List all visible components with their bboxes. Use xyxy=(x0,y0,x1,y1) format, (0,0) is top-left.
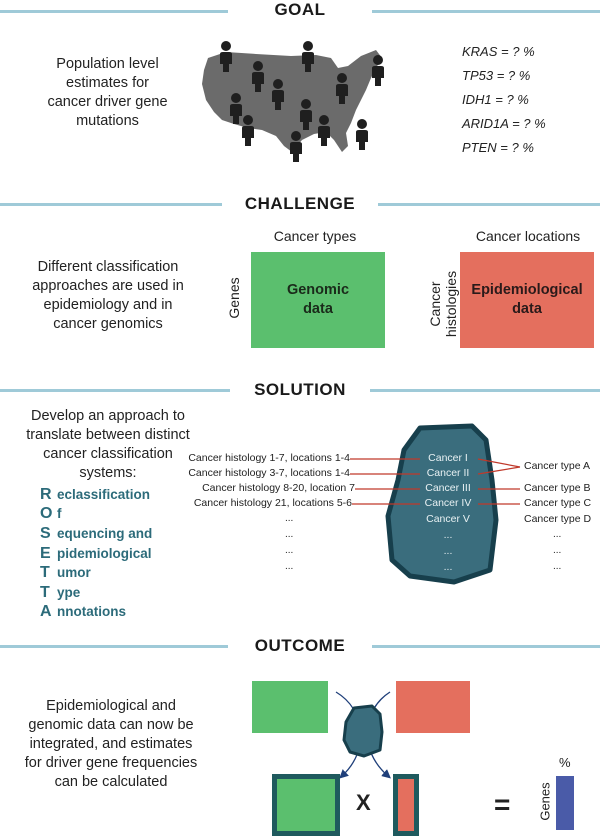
person-body-icon xyxy=(290,142,302,162)
gene-value: = ? % xyxy=(491,92,529,107)
gene-row xyxy=(462,116,582,131)
cancer-type-item: Cancer type B xyxy=(524,482,591,494)
challenge-line: approaches are used in xyxy=(32,278,184,294)
histology-item: Cancer histology 8-20, location 7 xyxy=(202,482,355,494)
person-body-icon xyxy=(242,126,254,146)
acronym-row xyxy=(40,564,91,582)
genes-axis-label: Genes xyxy=(226,277,242,319)
cancer-item: Cancer V xyxy=(426,513,470,525)
person-head-icon xyxy=(337,73,347,83)
gene-name: ARID1A xyxy=(462,116,509,131)
acronym-letter: T xyxy=(40,584,50,601)
challenge-line: Different classification xyxy=(37,259,179,275)
histology-item: Cancer histology 3-7, locations 1-4 xyxy=(188,467,350,479)
goal-heading: GOAL xyxy=(274,0,326,19)
acronym-letter: R xyxy=(40,486,52,503)
goal-line: cancer driver gene xyxy=(47,94,168,110)
histology-item: Cancer histology 1-7, locations 1-4 xyxy=(188,452,350,464)
solution-line: systems: xyxy=(79,465,137,481)
acronym-word: eclassification xyxy=(57,487,151,502)
acronym-letter: S xyxy=(40,525,51,542)
gene-row xyxy=(462,44,582,59)
outcome-description xyxy=(8,697,214,792)
gene-value: = ? % xyxy=(497,44,535,59)
acronym-row xyxy=(40,545,152,563)
acronym-letter: T xyxy=(40,564,50,581)
outcome-line: integrated, and estimates xyxy=(29,736,193,752)
acronym-word: umor xyxy=(57,565,91,580)
person-head-icon xyxy=(273,79,283,89)
acronym-row xyxy=(40,525,152,543)
challenge-heading: CHALLENGE xyxy=(244,194,356,213)
person-head-icon xyxy=(303,41,313,51)
acronym-word: nnotations xyxy=(57,604,126,619)
solution-line: Develop an approach to xyxy=(31,408,185,424)
genomic-data-line: Genomic xyxy=(286,282,350,298)
cancer-type-item: Cancer type C xyxy=(524,497,592,509)
histology-ellipsis: ... xyxy=(285,513,294,524)
cancer-item: Cancer I xyxy=(428,452,468,464)
histology-item: Cancer histology 21, locations 5-6 xyxy=(193,497,352,509)
gene-frequency-bar xyxy=(556,776,574,830)
challenge-description xyxy=(10,258,206,334)
solution-line: translate between distinct xyxy=(26,427,190,443)
us-map-illustration xyxy=(196,28,396,168)
acronym-letter: O xyxy=(40,505,53,522)
acronym-word: equencing and xyxy=(57,526,153,541)
solution-line: cancer classification xyxy=(43,446,173,462)
person-head-icon xyxy=(373,55,383,65)
equals-sign: = xyxy=(494,789,511,820)
person-head-icon xyxy=(301,99,311,109)
person-head-icon xyxy=(243,115,253,125)
gene-name: IDH1 xyxy=(462,92,492,107)
gene-name: KRAS xyxy=(462,44,498,59)
person-head-icon xyxy=(291,131,301,141)
epidemiological-data-box xyxy=(460,252,594,348)
gene-row xyxy=(462,140,582,155)
cancer-item: Cancer II xyxy=(426,467,470,479)
genomic-data-box xyxy=(251,252,385,348)
histology-ellipsis: ... xyxy=(285,545,294,556)
histologies-label-line: Cancer xyxy=(427,281,443,327)
acronym-row xyxy=(40,584,80,602)
person-body-icon xyxy=(318,126,330,146)
cancer-type-item: Cancer type A xyxy=(524,460,590,472)
small-rosetta-stone-icon xyxy=(344,706,382,756)
cancer-locations-label: Cancer locations xyxy=(475,228,581,244)
type-ellipsis: ... xyxy=(553,545,562,556)
person-body-icon xyxy=(372,66,384,86)
cancer-histologies-axis-label xyxy=(427,259,459,349)
outcome-heading: OUTCOME xyxy=(254,636,346,655)
epidemiological-data-line: Epidemiological xyxy=(471,282,583,298)
acronym-word: f xyxy=(57,506,62,521)
goal-line: mutations xyxy=(76,113,139,129)
genomic-result-box xyxy=(272,774,340,836)
result-genes-label: Genes xyxy=(537,782,553,821)
type-ellipsis: ... xyxy=(553,529,562,540)
goal-line: Population level xyxy=(56,56,159,72)
person-head-icon xyxy=(253,61,263,71)
acronym-word: pidemiological xyxy=(57,546,152,561)
type-ellipsis: ... xyxy=(553,561,562,572)
outcome-line: for driver gene frequencies xyxy=(24,755,198,771)
genomic-data-line: data xyxy=(303,301,333,317)
person-head-icon xyxy=(221,41,231,51)
epidemiological-data-line: data xyxy=(512,301,542,317)
person-head-icon xyxy=(319,115,329,125)
challenge-line: epidemiology and in xyxy=(43,297,173,313)
gene-value: = ? % xyxy=(508,116,546,131)
acronym-letter: A xyxy=(40,603,52,620)
goal-line: estimates for xyxy=(66,75,149,91)
gene-value: = ? % xyxy=(496,140,534,155)
person-body-icon xyxy=(356,130,368,150)
gene-row xyxy=(462,92,582,107)
outcome-line: Epidemiological and xyxy=(46,698,176,714)
gene-row xyxy=(462,68,582,83)
acronym-word: ype xyxy=(57,585,81,600)
cancer-item: Cancer III xyxy=(425,482,471,494)
acronym-letter: E xyxy=(40,545,51,562)
histology-ellipsis: ... xyxy=(285,529,294,540)
outcome-line: can be calculated xyxy=(54,774,168,790)
outcome-line: genomic data can now be xyxy=(28,717,194,733)
cancer-ellipsis: ... xyxy=(443,545,453,557)
solution-heading: SOLUTION xyxy=(254,380,346,399)
goal-description xyxy=(20,55,195,131)
cancer-ellipsis: ... xyxy=(443,529,453,541)
times-sign: X xyxy=(356,790,371,815)
gene-value: = ? % xyxy=(493,68,531,83)
person-head-icon xyxy=(231,93,241,103)
gene-name: PTEN xyxy=(462,140,497,155)
histology-ellipsis: ... xyxy=(285,561,294,572)
histologies-label-line: histologies xyxy=(443,270,459,338)
cancer-item: Cancer IV xyxy=(424,497,472,509)
cancer-ellipsis: ... xyxy=(443,561,453,573)
percent-label: % xyxy=(559,755,571,770)
epidemiological-result-box xyxy=(393,774,419,836)
cancer-type-item: Cancer type D xyxy=(524,513,592,525)
acronym-row xyxy=(40,603,126,621)
gene-name: TP53 xyxy=(462,68,494,83)
challenge-line: cancer genomics xyxy=(53,316,163,332)
person-head-icon xyxy=(357,119,367,129)
cancer-types-label: Cancer types xyxy=(273,228,357,244)
